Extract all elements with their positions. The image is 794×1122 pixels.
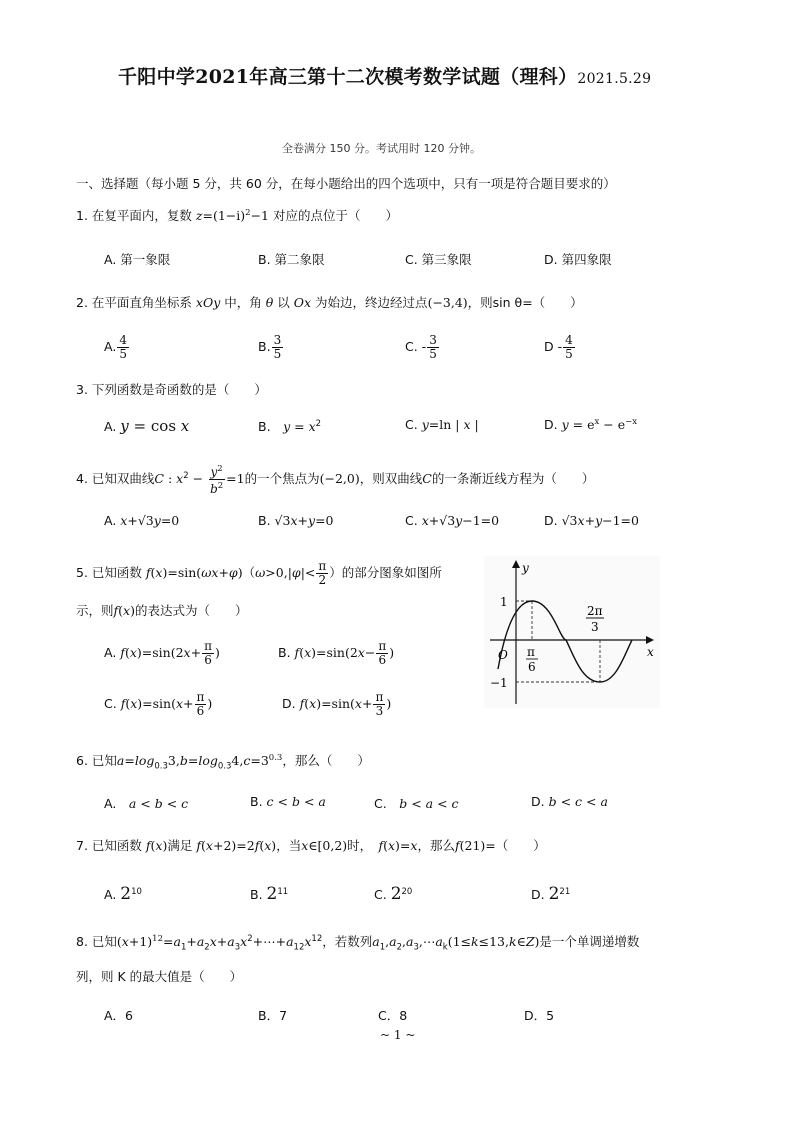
q7-option-d: D. $2^{21}$ xyxy=(531,884,571,904)
q7-option-c: C. $2^{20}$ xyxy=(374,884,413,904)
question-2: 2. 在平面直角坐标系 xOy 中，角 θ 以 Ox 为始边，终边经过点(−3,4)，则sin θ=（ ） xyxy=(76,295,583,310)
q8-option-a: A．6 xyxy=(104,1008,134,1023)
q3-option-b: B. $y = x^2$ xyxy=(258,418,322,434)
question-3: 3. 下列函数是奇函数的是（ ） xyxy=(76,382,267,397)
question-7: 7. 已知函数 f(x)满足 f(x+2)=2f(x)，当x∈[0,2)时， f(x)=x，那么f(21)=（ ） xyxy=(76,838,546,853)
q4-option-b: B. √3x+y=0 xyxy=(258,513,334,528)
q4-stem-c: ，则双曲线 xyxy=(359,471,423,486)
q5-option-d: D. f(x)=sin(x+ $\frac{\pi}{3}$ ) xyxy=(282,690,392,718)
q1-option-b: B. 第二象限 xyxy=(258,252,325,267)
q4-stem-d: 的一条渐近线方程为（ ） xyxy=(431,471,595,486)
q4-option-c: C. x+√3y−1=0 xyxy=(405,513,500,528)
graph-x2-den: 3 xyxy=(591,620,599,634)
exam-title xyxy=(118,62,651,89)
q4-stem-a: 4. 已知双曲线 xyxy=(76,471,155,486)
q7-stem-b: 满足 xyxy=(167,838,193,853)
q5-option-c: C. f(x)=sin(x+ $\frac{\pi}{6}$ ) xyxy=(104,690,213,718)
q7-stem-c: ，当 xyxy=(276,838,302,853)
question-1: 1. 在复平面内，复数 $z=(1-i)^2-1$ 对应的点位于（ ） xyxy=(76,207,398,223)
page-number: ~ 1 ~ xyxy=(380,1028,416,1042)
q2-stem-e: ，则sin θ=（ ） xyxy=(467,295,583,310)
q1-stem-a: 1. 在复平面内，复数 xyxy=(76,208,192,223)
q4-option-d: D. √3x+y−1=0 xyxy=(544,513,639,528)
q3-option-a: A. y = cos x xyxy=(104,417,190,435)
exam-note: 全卷满分 150 分。考试用时 120 分钟。 xyxy=(282,142,481,155)
q8-stem-c: 是一个单调递增数 xyxy=(539,934,640,949)
question-6: 6. 已知$a=\log_{0.3}3,b=\log_{0.3}4,c=3^{0.3}$，那么（ ） xyxy=(76,752,370,772)
q1-stem-b: 对应的点位于（ ） xyxy=(272,208,398,223)
q1-formula: z xyxy=(195,208,203,223)
q7-option-a: A. $2^{10}$ xyxy=(104,884,142,904)
graph-x1-num: π xyxy=(527,645,535,659)
question-8: 8. 已知$(x+1)^{12}=a_1+a_2x+a_3x^2+\cdots+a_{12}x^{12}$，若数列$a_1,a_2,a_3,\cdots a_k(1\le k\le 13,k\in Z)$是一个单调递增数 xyxy=(76,933,640,953)
graph-y-label: y xyxy=(522,561,529,575)
q6-option-d: D. b < c < a xyxy=(531,794,608,809)
q2-option-b: B. $\frac{3}{5}$ xyxy=(258,333,282,361)
q7-stem-f: （ ） xyxy=(495,838,546,853)
q7-stem-a: 7. 已知函数 xyxy=(76,838,142,853)
q5-stem-c: 示，则 xyxy=(76,603,114,618)
q7-option-b: B. $2^{11}$ xyxy=(250,884,289,904)
graph-origin-label: O xyxy=(498,648,508,662)
q1-option-c: C. 第三象限 xyxy=(405,252,472,267)
exam-date: 2021.5.29 xyxy=(577,71,652,87)
q6-option-b: B. c < b < a xyxy=(250,794,326,809)
question-5-cont: 示，则f(x)的表达式为（ ） xyxy=(76,603,248,618)
q8-stem-a: 8. 已知 xyxy=(76,934,117,949)
q5-stem-d: 的表达式为（ ） xyxy=(135,603,248,618)
q2-option-d: D - $\frac{4}{5}$ xyxy=(544,333,573,361)
q6-option-c: C. b < a < c xyxy=(374,796,459,811)
q2-stem-d: 为始边，终边经过点 xyxy=(315,295,428,310)
q2-stem-a: 2. 在平面直角坐标系 xyxy=(76,295,192,310)
q5-stem-a: 5. 已知函数 xyxy=(76,565,142,580)
q5-sine-graph xyxy=(484,556,660,708)
q8-option-d: D．5 xyxy=(524,1008,555,1023)
question-8-cont: 列，则 K 的最大值是（ ） xyxy=(76,969,243,984)
q3-option-c: C. y=ln | x | xyxy=(405,417,479,432)
graph-x-label: x xyxy=(647,645,654,659)
graph-background xyxy=(484,556,660,708)
q6-option-a: A. a < b < c xyxy=(104,796,189,811)
graph-ymin-label: −1 xyxy=(490,676,508,690)
q2-option-c: C. - $\frac{3}{5}$ xyxy=(405,333,437,361)
q2-stem-c: 以 xyxy=(277,295,290,310)
question-4: 4. 已知双曲线C : $x^2$ − $\frac{y^2}{b^2}$ =1的一个焦点为(−2,0)，则双曲线C的一条渐近线方程为（ ） xyxy=(76,464,595,496)
q8-stem-b: ，若数列 xyxy=(322,934,373,949)
q6-stem-b: ，那么（ ） xyxy=(282,753,370,768)
graph-ymax-label: 1 xyxy=(500,595,508,609)
graph-x2-num: 2π xyxy=(587,604,603,618)
q7-stem-d: 时， xyxy=(347,838,366,853)
q8-option-c: C．8 xyxy=(378,1008,408,1023)
graph-x1-den: 6 xyxy=(528,660,536,674)
q3-option-d: D. $y = e^x - e^{-x}$ xyxy=(544,417,638,433)
q5-option-a: A. f(x)=sin(2x+ $\frac{\pi}{6}$ ) xyxy=(104,639,220,667)
q4-option-a: A. x+√3y=0 xyxy=(104,513,180,528)
q6-stem-a: 6. 已知 xyxy=(76,753,117,768)
q2-option-a: A. $\frac{4}{5}$ xyxy=(104,333,127,361)
q5-option-b: B. f(x)=sin(2x− $\frac{\pi}{6}$ ) xyxy=(278,639,395,667)
q2-stem-b: 中，角 xyxy=(224,295,262,310)
section-heading: 一、选择题（每小题 5 分，共 60 分，在每小题给出的四个选项中，只有一项是符合题目要求的） xyxy=(76,176,616,191)
q1-option-d: D. 第四象限 xyxy=(544,252,612,267)
q1-option-a: A. 第一象限 xyxy=(104,252,171,267)
q5-stem-b: 的部分图象如图所 xyxy=(341,565,442,580)
q4-stem-b: 的一个焦点为 xyxy=(244,471,320,486)
q7-stem-e: ，那么 xyxy=(417,838,455,853)
q8-option-b: B．7 xyxy=(258,1008,288,1023)
question-5: 5. 已知函数 f(x)=sin(ωx+φ)（ω>0,|φ|< $\frac{\pi}{2}$ ）的部分图象如图所 xyxy=(76,559,442,587)
exam-title-text: 千阳中学2021年高三第十二次模考数学试题（理科） xyxy=(118,66,578,88)
